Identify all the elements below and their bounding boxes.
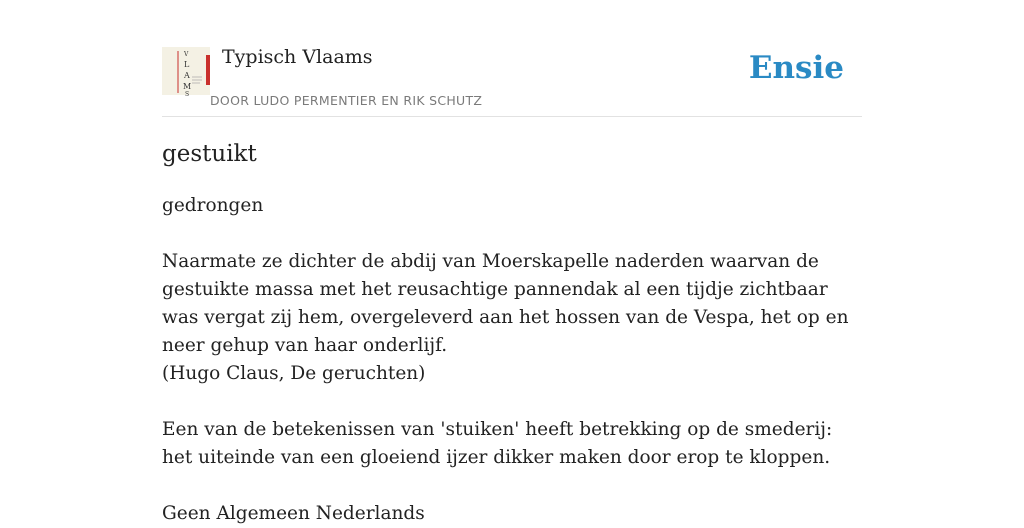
svg-text:A: A xyxy=(184,71,190,80)
entry-explanation: Een van de betekenissen van 'stuiken' heeft betrekking op de smederij: het uiteinde van een gloeiend ijzer dikker maken door erop te kloppen. xyxy=(162,419,833,468)
svg-text:V: V xyxy=(184,51,189,58)
book-cover-logo[interactable] xyxy=(162,47,210,98)
entry-example xyxy=(162,248,862,388)
book-cover-icon xyxy=(162,47,210,98)
entry-definition: gedrongen xyxy=(162,195,264,216)
ensie-logo-link[interactable]: Ensie xyxy=(748,50,844,86)
example-citation: (Hugo Claus, De geruchten) xyxy=(162,363,426,384)
entry-word: gestuikt xyxy=(162,141,257,167)
svg-text:S: S xyxy=(185,91,190,98)
example-quote: Naarmate ze dichter de abdij van Moerskapelle naderden waarvan de gestuikte massa met het reusachtige pannendak al een tijdje zichtbaar was vergat zij hem, overgeleverd aan het hossen van de Vespa, het op en neer gehup van haar onderlijf. xyxy=(162,251,849,356)
svg-text:L: L xyxy=(184,60,190,69)
svg-text:M: M xyxy=(183,82,192,91)
entry-content xyxy=(162,138,862,528)
header xyxy=(162,40,862,117)
book-authors: DOOR LUDO PERMENTIER EN RIK SCHUTZ xyxy=(210,93,483,108)
book-title[interactable]: Typisch Vlaams xyxy=(222,46,373,68)
entry-trailing-text: Geen Algemeen Nederlands xyxy=(162,503,425,524)
